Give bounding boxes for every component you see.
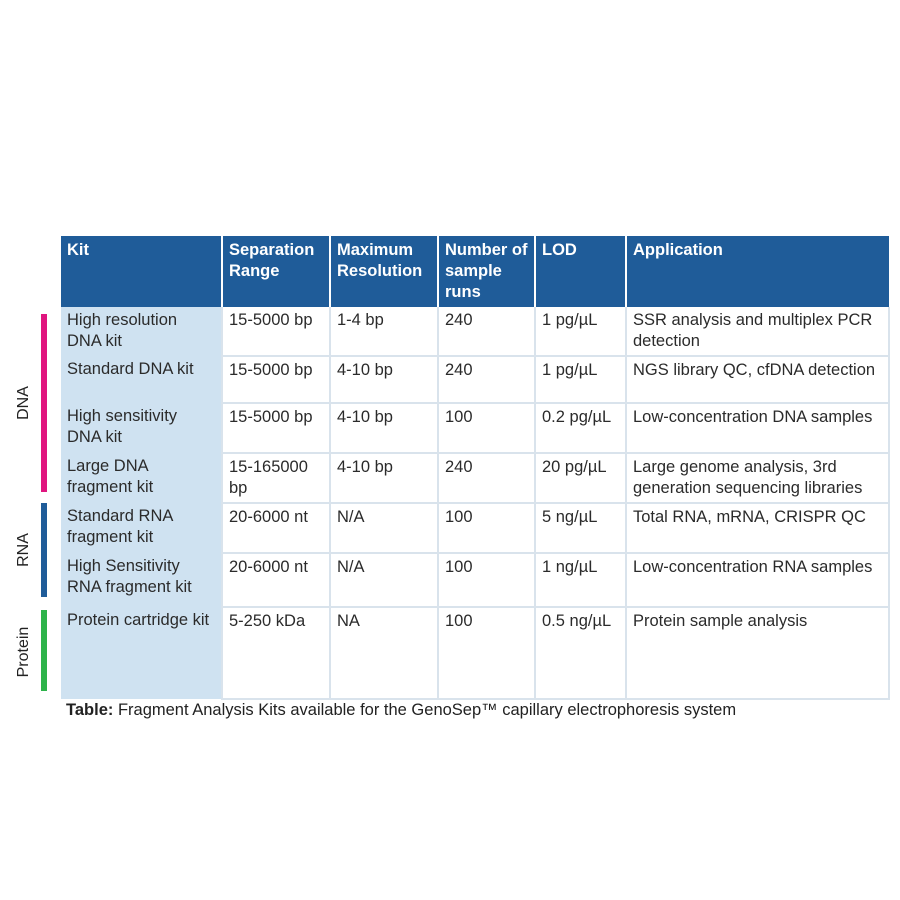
cell-resolution: 4-10 bp <box>330 403 438 453</box>
header-separation-range: Separation Range <box>222 236 330 307</box>
protein-group-label: Protein <box>15 626 32 678</box>
cell-resolution: NA <box>330 607 438 699</box>
cell-application: Total RNA, mRNA, CRISPR QC <box>626 503 889 553</box>
cell-kit: Protein cartridge kit <box>61 607 222 699</box>
cell-runs: 100 <box>438 403 535 453</box>
table-row <box>61 607 889 699</box>
dna-group-bar <box>41 314 47 492</box>
table-caption <box>66 701 736 720</box>
cell-kit: High sensitivity DNA kit <box>61 403 222 453</box>
header-lod: LOD <box>535 236 626 307</box>
rna-group-label: RNA <box>15 533 32 567</box>
cell-application: Large genome analysis, 3rd generation sequencing libraries <box>626 453 889 503</box>
cell-runs: 100 <box>438 553 535 607</box>
table-header-row <box>61 236 889 307</box>
kits-table <box>61 236 890 700</box>
cell-range: 15-5000 bp <box>222 307 330 356</box>
cell-range: 15-5000 bp <box>222 356 330 403</box>
cell-range: 20-6000 nt <box>222 553 330 607</box>
rna-group-bar <box>41 503 47 597</box>
cell-range: 15-5000 bp <box>222 403 330 453</box>
protein-group-bar <box>41 610 47 691</box>
header-sample-runs: Number of sample runs <box>438 236 535 307</box>
cell-resolution: 1-4 bp <box>330 307 438 356</box>
kits-table-container <box>61 236 889 700</box>
table-row <box>61 307 889 356</box>
cell-lod: 0.5 ng/µL <box>535 607 626 699</box>
cell-lod: 1 ng/µL <box>535 553 626 607</box>
cell-runs: 240 <box>438 356 535 403</box>
table-row <box>61 503 889 553</box>
cell-application: Low-concentration RNA samples <box>626 553 889 607</box>
cell-kit: Standard DNA kit <box>61 356 222 403</box>
cell-lod: 0.2 pg/µL <box>535 403 626 453</box>
cell-kit: High Sensitivity RNA fragment kit <box>61 553 222 607</box>
cell-runs: 240 <box>438 453 535 503</box>
cell-kit: Standard RNA fragment kit <box>61 503 222 553</box>
cell-resolution: 4-10 bp <box>330 453 438 503</box>
cell-range: 15-165000 bp <box>222 453 330 503</box>
header-kit: Kit <box>61 236 222 307</box>
table-row <box>61 453 889 503</box>
cell-lod: 1 pg/µL <box>535 356 626 403</box>
cell-resolution: 4-10 bp <box>330 356 438 403</box>
cell-lod: 20 pg/µL <box>535 453 626 503</box>
cell-kit: Large DNA fragment kit <box>61 453 222 503</box>
caption-text: Fragment Analysis Kits available for the GenoSep™ capillary electrophoresis system <box>113 701 737 719</box>
cell-runs: 100 <box>438 607 535 699</box>
cell-runs: 100 <box>438 503 535 553</box>
cell-runs: 240 <box>438 307 535 356</box>
cell-kit: High resolution DNA kit <box>61 307 222 356</box>
table-row <box>61 403 889 453</box>
cell-lod: 5 ng/µL <box>535 503 626 553</box>
cell-lod: 1 pg/µL <box>535 307 626 356</box>
table-row <box>61 356 889 403</box>
table-row <box>61 553 889 607</box>
dna-group-label: DNA <box>15 386 32 420</box>
cell-range: 20-6000 nt <box>222 503 330 553</box>
header-maximum-resolution: Maximum Resolution <box>330 236 438 307</box>
cell-application: SSR analysis and multiplex PCR detection <box>626 307 889 356</box>
caption-prefix: Table: <box>66 701 114 719</box>
cell-application: Low-concentration DNA samples <box>626 403 889 453</box>
cell-application: NGS library QC, cfDNA detection <box>626 356 889 403</box>
cell-range: 5-250 kDa <box>222 607 330 699</box>
cell-resolution: N/A <box>330 503 438 553</box>
header-application: Application <box>626 236 889 307</box>
cell-application: Protein sample analysis <box>626 607 889 699</box>
cell-resolution: N/A <box>330 553 438 607</box>
